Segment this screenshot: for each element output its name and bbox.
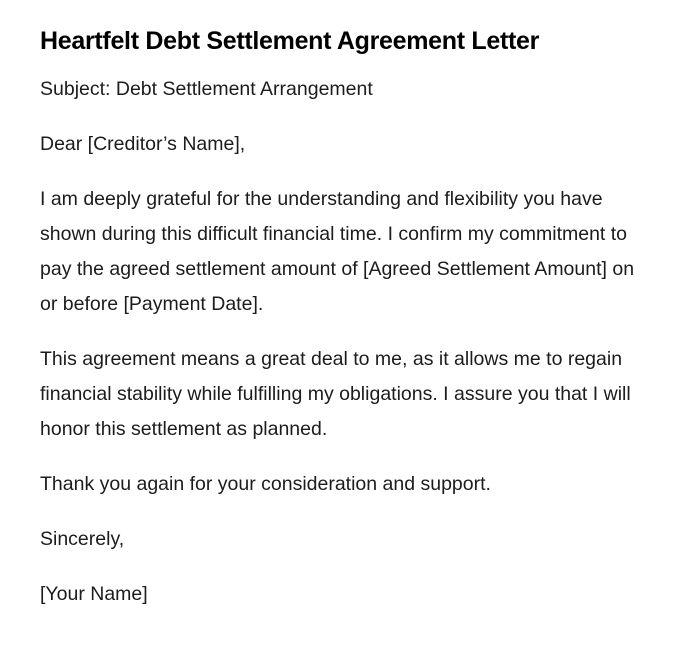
letter-paragraph-gratitude: I am deeply grateful for the understanding and flexibility you have shown during this difficult financial time. I confirm my commitment to pay the agreed settlement amount of [Agreed Settlement Amount] on or before [Payment Date]. (40, 188, 635, 315)
letter-signature: [Your Name] (40, 583, 148, 605)
letter-paragraph-thanks: Thank you again for your consideration and support. (40, 473, 491, 495)
letter-salutation: Dear [Creditor’s Name], (40, 133, 246, 155)
letter-title: Heartfelt Debt Settlement Agreement Letter (40, 27, 540, 55)
letter-closing: Sincerely, (40, 528, 125, 550)
letter-paragraph-agreement: This agreement means a great deal to me, as it allows me to regain financial stability while fulfilling my obligations. I assure you that I will honor this settlement as planned. (40, 348, 631, 440)
letter-document (40, 24, 650, 632)
letter-subject: Subject: Debt Settlement Arrangement (40, 78, 373, 100)
